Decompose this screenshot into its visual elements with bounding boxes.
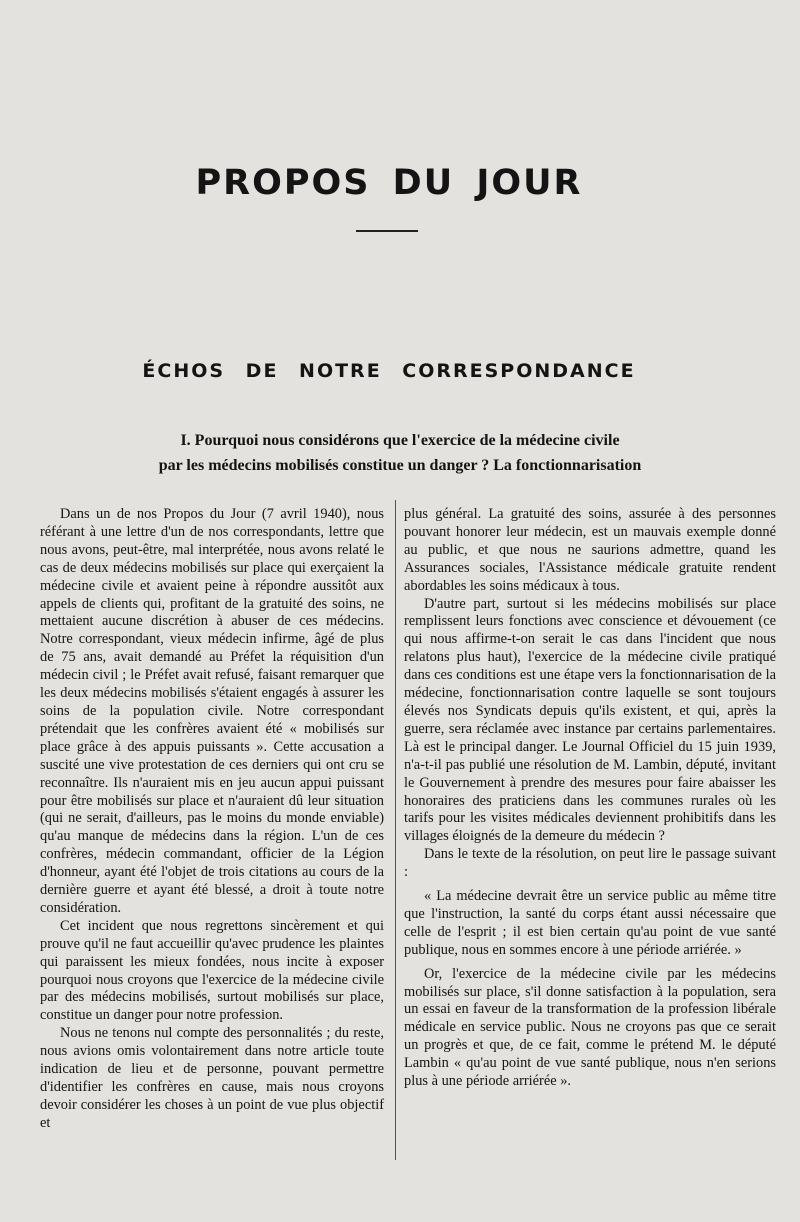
right-paragraph-2: D'autre part, surtout si les médecins mobilisés sur place remplissent leurs fonctions avec conscience et dévouement (ce qui nous affirme-t-on serait le cas dans l'incident que nous relatons plus haut), l'exercice de la médecine civile pratiqué dans ces conditions est une étape vers la fonctionnarisation de la médecine, fonctionnarisation contre laquelle se sont toujours élevés nos Syndicats depuis qu'ils existent, et qui, après la guerre, sera réclamée avec instance par certains parlementaires. Là est le principal danger. Le Journal Officiel du 15 juin 1939, n'a-t-il pas publié une résolution de M. Lambin, député, invitant le Gouvernement à prendre des mesures pour faire abaisser les honoraires des praticiens dans les communes rurales où les tarifs pour les visites médicales deviennent prohibitifs dans les villages éloignés de la demeure du médecin ? [404,595,776,845]
left-paragraph-1: Dans un de nos Propos du Jour (7 avril 1940), nous référant à une lettre d'un de nos correspondants, lettre que nous avons, peut-être, mal interprétée, nous avons relaté le cas de deux médecins mobilisés sur place qui exerçaient la médecine civile et avaient peine à répondre aussitôt aux appels de clients qui, profitant de la gratuité des soins, ne mettaient aucune discrétion à abuser de ces médecins. Notre correspondant, vieux médecin infirme, âgé de plus de 75 ans, avait demandé au Préfet la réquisition d'un médecin civil ; le Préfet avait refusé, faisant remarquer que les deux médecins mobilisés s'étaient engagés à assurer les soins de la population civile. Notre correspondant prétendait que les confrères avaient été « mobilisés sur place grâce à des appuis puissants ». Cette accusation a suscité une vive protestation de ces derniers qui ont cru se reconnaître. Ils n'auraient mis en jeu aucun appui puissant pour être mobilisés sur place et n'auraient dû leur situation (qui ne serait, d'ailleurs, pas le moins du monde enviable) qu'au manque de médecins dans la région. L'un de ces confrères, médecin commandant, officier de la Légion d'honneur, ayant été l'objet de trois citations au cours de la dernière guerre et ayant été blessé, a droit à toute notre considération. [40,506,384,916]
left-column [40,506,384,1133]
page-title: PROPOS DU JOUR [195,163,583,203]
resolution-quote: « La médecine devrait être un service public au même titre que l'instruction, la santé du corps étant aussi nécessaire que celle de l'esprit ; il est bien certain qu'au point de vue santé publique, nous en sommes encore à une période arriérée. » [404,888,776,958]
left-paragraph-3: Nous ne tenons nul compte des personnalités ; du reste, nous avions omis volontairement dans notre article toute indication de lieu et de personne, pouvant permettre d'identifier les confrères en cause, mais nous croyons devoir considérer les choses à un point de vue plus objectif et [40,1025,384,1131]
subheading-line-1: I. Pourquoi nous considérons que l'exercice de la médecine civile [180,432,620,449]
title-underline [356,230,418,232]
subheading-line-2: par les médecins mobilisés constitue un danger ? La fonctionnarisation [158,457,642,474]
left-paragraph-2: Cet incident que nous regrettons sincèrement et qui prouve qu'il ne faut accueillir qu'avec prudence les plaintes qui paraissent les mieux fondées, nous incite à exposer pourquoi nous croyons que l'exercice de la médecine civile par des médecins mobilisés, surtout mobilisés sur place, constitue un danger pour notre profession. [40,917,384,1024]
column-divider [395,500,396,1160]
section-title: ÉCHOS DE NOTRE CORRESPONDANCE [142,360,636,382]
right-paragraph-4: Or, l'exercice de la médecine civile par les médecins mobilisés sur place, s'il donne satisfaction à la population, sera un essai en faveur de la transformation de la profession libérale médicale en service public. Nous ne croyons pas que ce serait un progrès et que, de ce fait, comme le prétend M. le député Lambin « qu'au point de vue santé publique, nous n'en serions plus à une période arriérée ». [404,965,776,1090]
right-paragraph-3: Dans le texte de la résolution, on peut lire le passage suivant : [404,846,776,881]
article-subheading [60,428,740,478]
right-paragraph-1: plus général. La gratuité des soins, assurée à des personnes pouvant honorer leur médecin, est un mauvais exemple donné au public, et que nous ne saurions admettre, quand les Assurances sociales, l'Assistance médicale gratuite rendent abordables les soins médicaux à tous. [404,506,776,594]
right-column [404,506,776,1091]
